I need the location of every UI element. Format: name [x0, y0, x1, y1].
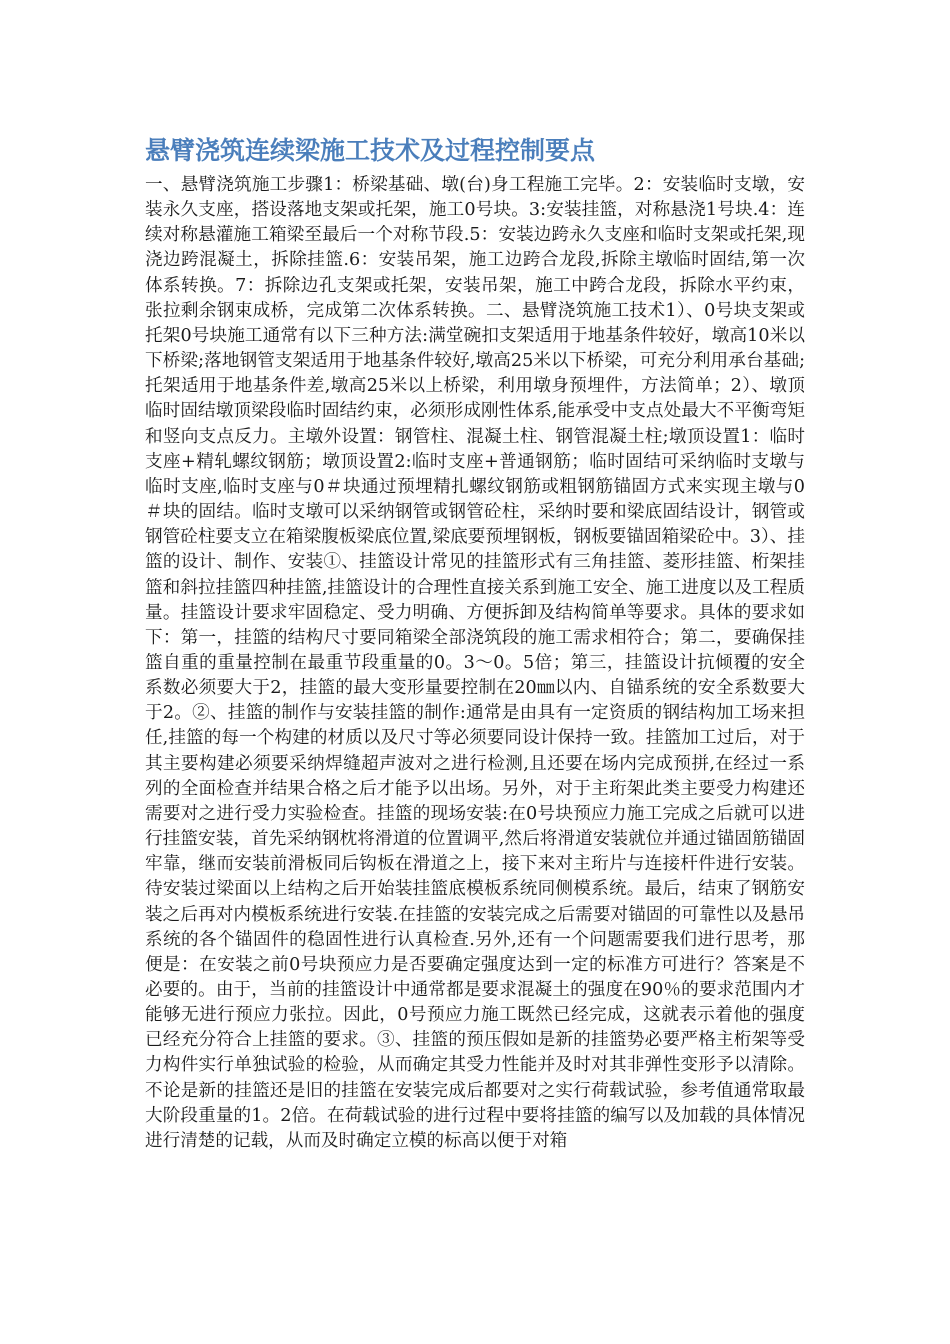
document-title: 悬臂浇筑连续梁施工技术及过程控制要点 [145, 136, 596, 165]
document-body-paragraph: 一、悬臂浇筑施工步骤1：桥梁基础、墩(台)身工程施工完毕。2：安装临时支墩，安装永久支座，搭设落地支架或托架，施工0号块。3:安装挂篮，对称悬浇1号块.4：连续对称悬灌施工箱梁至最后一个对称节段.5：安装边跨永久支座和临时支架或托架,现浇边跨混凝土，拆除挂篮.6：安装吊架，施工边跨合龙段,拆除主墩临时固结,第一次体系转换。7：拆除边孔支架或托架，安装吊架，施工中跨合龙段，拆除水平约束，张拉剩余钢束成桥，完成第二次体系转换。二、悬臂浇筑施工技术1）、0号块支架或托架0号块施工通常有以下三种方法:满堂碗扣支架适用于地基条件较好，墩高10米以下桥梁;落地钢管支架适用于地基条件较好,墩高25米以下桥梁，可充分利用承台基础;托架适用于地基条件差,墩高25米以上桥梁，利用墩身预埋件，方法简单；2）、墩顶临时固结墩顶梁段临时固结约束，必须形成刚性体系,能承受中支点处最大不平衡弯矩和竖向支点反力。主墩外设置：钢管柱、混凝土柱、钢管混凝土柱;墩顶设置1：临时支座+精轧螺纹钢筋；墩顶设置2:临时支座+普通钢筋；临时固结可采纳临时支墩与临时支座,临时支座与0＃块通过预埋精扎螺纹钢筋或粗钢筋锚固方式来实现主墩与0＃块的固结。临时支墩可以采纳钢管或钢管砼柱，采纳时要和梁底固结设计，钢管或钢管砼柱要支立在箱梁腹板梁底位置,梁底要预埋钢板，钢板要锚固箱梁砼中。3）、挂篮的设计、制作、安装①、挂篮设计常见的挂篮形式有三角挂篮、菱形挂篮、桁架挂篮和斜拉挂篮四种挂篮,挂篮设计的合理性直接关系到施工安全、施工进度以及工程质量。挂篮设计要求牢固稳定、受力明确、方便拆卸及结构简单等要求。具体的要求如下：第一，挂篮的结构尺寸要同箱梁全部浇筑段的施工需求相符合；第二，要确保挂篮自重的重量控制在最重节段重量的0。3～0。5倍；第三，挂篮设计抗倾覆的安全系数必须要大于2，挂篮的最大变形量要控制在20㎜以内、自锚系统的安全系数要大于2。②、挂篮的制作与安装挂篮的制作:通常是由具有一定资质的钢结构加工场来担任,挂篮的每一个构建的材质以及尺寸等必须要同设计保持一致。挂篮加工过后，对于其主要构建必须要采纳焊缝超声波对之进行检测,且还要在场内完成预拼,在经过一系列的全面检查并结果合格之后才能予以出场。另外，对于主珩架此类主要受力构建还需要对之进行受力实验检查。挂篮的现场安装:在0号块预应力施工完成之后就可以进行挂篮安装，首先采纳钢枕将滑道的位置调平,然后将滑道安装就位并通过锚固筋锚固牢靠，继而安装前滑板同后钩板在滑道之上，接下来对主珩片与连接杆件进行安装。待安装过梁面以上结构之后开始装挂篮底模板系统同侧模系统。最后，结束了钢筋安装之后再对内模板系统进行安装.在挂篮的安装完成之后需要对锚固的可靠性以及悬吊系统的各个锚固件的稳固性进行认真检查.另外,还有一个问题需要我们进行思考，那便是：在安装之前0号块预应力是否要确定强度达到一定的标准方可进行？答案是不必要的。由于，当前的挂篮设计中通常都是要求混凝土的强度在90％的要求范围内才能够无进行预应力张拉。因此，0号预应力施工既然已经完成，这就表示着他的强度已经充分符合上挂篮的要求。③、挂篮的预压假如是新的挂篮势必要严格主桁架等受力构件实行单独试验的检验，从而确定其受力性能并及时对其非弹性变形予以清除。不论是新的挂篮还是旧的挂篮在安装完成后都要对之实行荷载试验，参考值通常取最大阶段重量的1。2倍。在荷载试验的进行过程中要将挂篮的编写以及加载的具体情况进行清楚的记载，从而及时确定立模的标高以便于对箱 [145, 175, 805, 1151]
